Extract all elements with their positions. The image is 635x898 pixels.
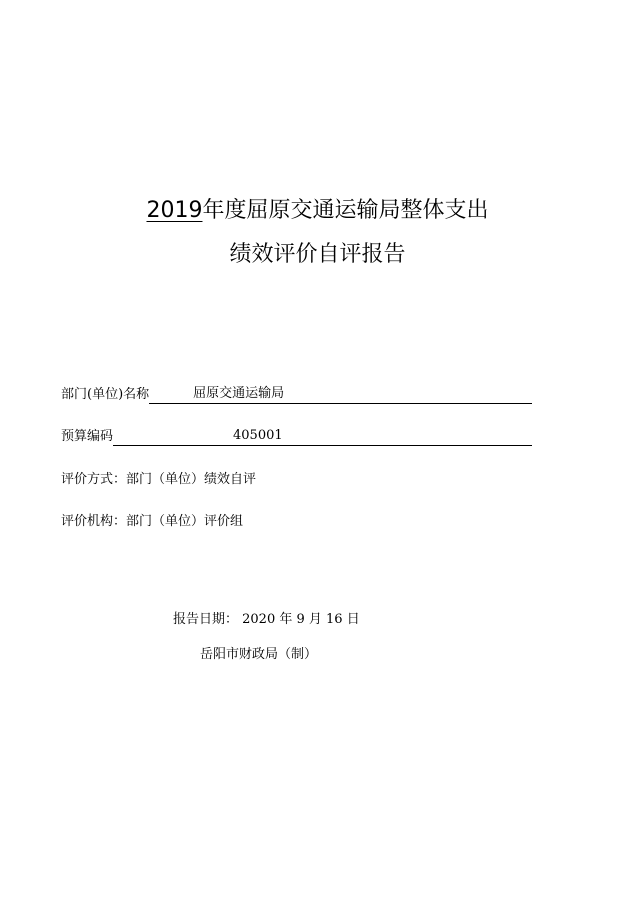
eval-method-field <box>61 471 256 489</box>
dept-name-label: 部门(单位)名称 <box>61 387 150 402</box>
report-date: 报告日期： 2020 年 9 月 16 日 <box>173 612 360 627</box>
budget-code-label: 预算编码 <box>61 429 114 444</box>
dept-name-value: 屈原交通运输局 <box>193 386 285 401</box>
budget-code-field <box>61 428 532 446</box>
issuer: 岳阳市财政局（制） <box>200 647 318 662</box>
report-title-line-1 <box>0 196 635 226</box>
dept-name-underline <box>149 386 532 404</box>
budget-code-underline <box>113 428 532 446</box>
eval-method-label: 评价方式： <box>61 472 127 487</box>
eval-org-label: 评价机构： <box>61 514 127 529</box>
eval-org-value: 部门（单位）评价组 <box>126 514 244 529</box>
eval-method-value: 部门（单位）绩效自评 <box>126 472 257 487</box>
budget-code-value: 405001 <box>233 428 283 443</box>
report-title-text: 年度屈原交通运输局整体支出 <box>202 198 489 223</box>
report-title-line-2: 绩效评价自评报告 <box>229 242 406 267</box>
dept-name-field <box>61 386 532 404</box>
eval-org-field <box>61 513 243 531</box>
report-year: 2019 <box>146 198 203 223</box>
